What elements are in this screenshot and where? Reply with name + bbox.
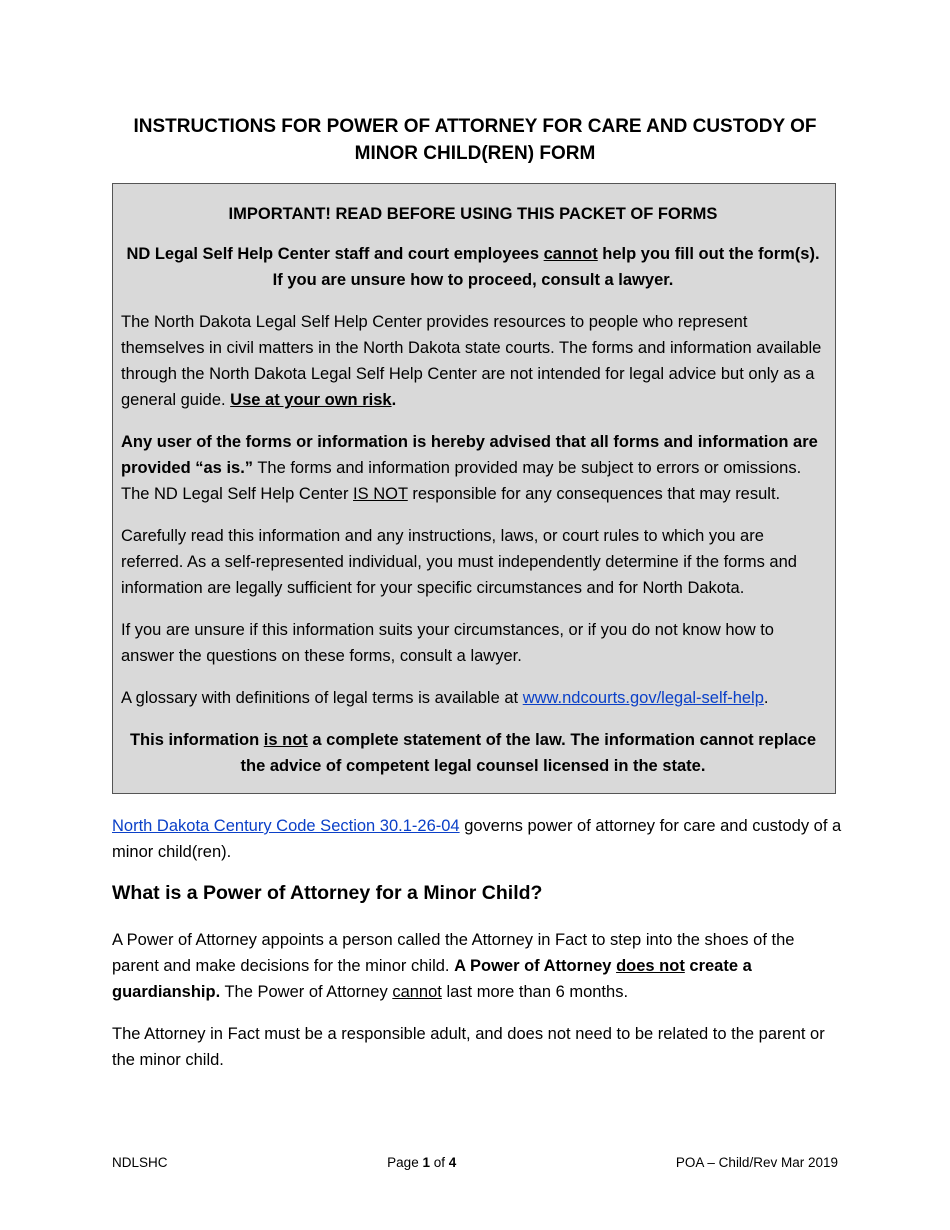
as-is-paragraph: Any user of the forms or information is hereby advised that all forms and information are provided “as is.” The forms and information provided may be subject to errors or omissions. The ND Legal Self Help Center IS NOT responsible for any consequences that may result. bbox=[121, 433, 818, 503]
resources-paragraph: The North Dakota Legal Self Help Center provides resources to people who represent themselves in civil matters in the North Dakota state courts. The forms and information available through the North Dakota Legal Self Help Center are not intended for legal advice but only as a general guide. Use at your own risk. bbox=[121, 313, 822, 409]
page-title: INSTRUCTIONS FOR POWER OF ATTORNEY FOR CARE AND CUSTODY OF MINOR CHILD(REN) FORM bbox=[133, 116, 817, 164]
use-at-own-risk: Use at your own risk bbox=[230, 391, 392, 409]
important-notice-box bbox=[112, 183, 836, 794]
century-code-link[interactable]: North Dakota Century Code Section 30.1-26-04 bbox=[112, 817, 460, 835]
read-carefully-paragraph: Carefully read this information and any instructions, laws, or court rules to which you are referred. As a self-represented individual, you must independently determine if the forms and information are legally sufficient for your specific circumstances and for North Dakota. bbox=[121, 527, 797, 597]
emphasis-cannot-last: cannot bbox=[392, 983, 442, 1001]
footer-org: NDLSHC bbox=[112, 1155, 168, 1170]
glossary-paragraph: A glossary with definitions of legal terms is available at www.ndcourts.gov/legal-self-help. bbox=[121, 689, 769, 707]
emphasis-does-not: does not bbox=[616, 957, 685, 975]
section-heading: What is a Power of Attorney for a Minor Child? bbox=[112, 882, 543, 904]
footer-revision: POA – Child/Rev Mar 2019 bbox=[675, 1155, 838, 1170]
emphasis-is-not-lower: is not bbox=[263, 731, 308, 749]
attorney-in-fact-paragraph: The Attorney in Fact must be a responsible adult, and does not need to be related to the parent or the minor child. bbox=[112, 1025, 825, 1069]
definition-paragraph: A Power of Attorney appoints a person called the Attorney in Fact to step into the shoes of the parent and make decisions for the minor child. A Power of Attorney does not create a guardianship. The Power of Attorney cannot last more than 6 months. bbox=[112, 931, 795, 1001]
emphasis-cannot: cannot bbox=[543, 245, 598, 263]
page-number: Page 1 of 4 bbox=[387, 1155, 457, 1170]
page-footer bbox=[112, 1155, 838, 1170]
glossary-link[interactable]: www.ndcourts.gov/legal-self-help bbox=[522, 689, 764, 707]
not-legal-advice-statement: This information is not a complete statement of the law. The information cannot replace the advice of competent legal counsel licensed in the state. bbox=[129, 731, 817, 775]
unsure-paragraph: If you are unsure if this information suits your circumstances, or if you do not know how to answer the questions on these forms, consult a lawyer. bbox=[121, 621, 774, 665]
staff-disclaimer: ND Legal Self Help Center staff and court employees cannot help you fill out the form(s). If you are unsure how to proceed, consult a lawyer. bbox=[126, 245, 820, 289]
code-section-paragraph: North Dakota Century Code Section 30.1-26-04 governs power of attorney for care and custody of a minor child(ren). bbox=[112, 817, 842, 861]
emphasis-is-not: IS NOT bbox=[353, 485, 408, 503]
notice-heading: IMPORTANT! READ BEFORE USING THIS PACKET OF FORMS bbox=[228, 205, 718, 223]
